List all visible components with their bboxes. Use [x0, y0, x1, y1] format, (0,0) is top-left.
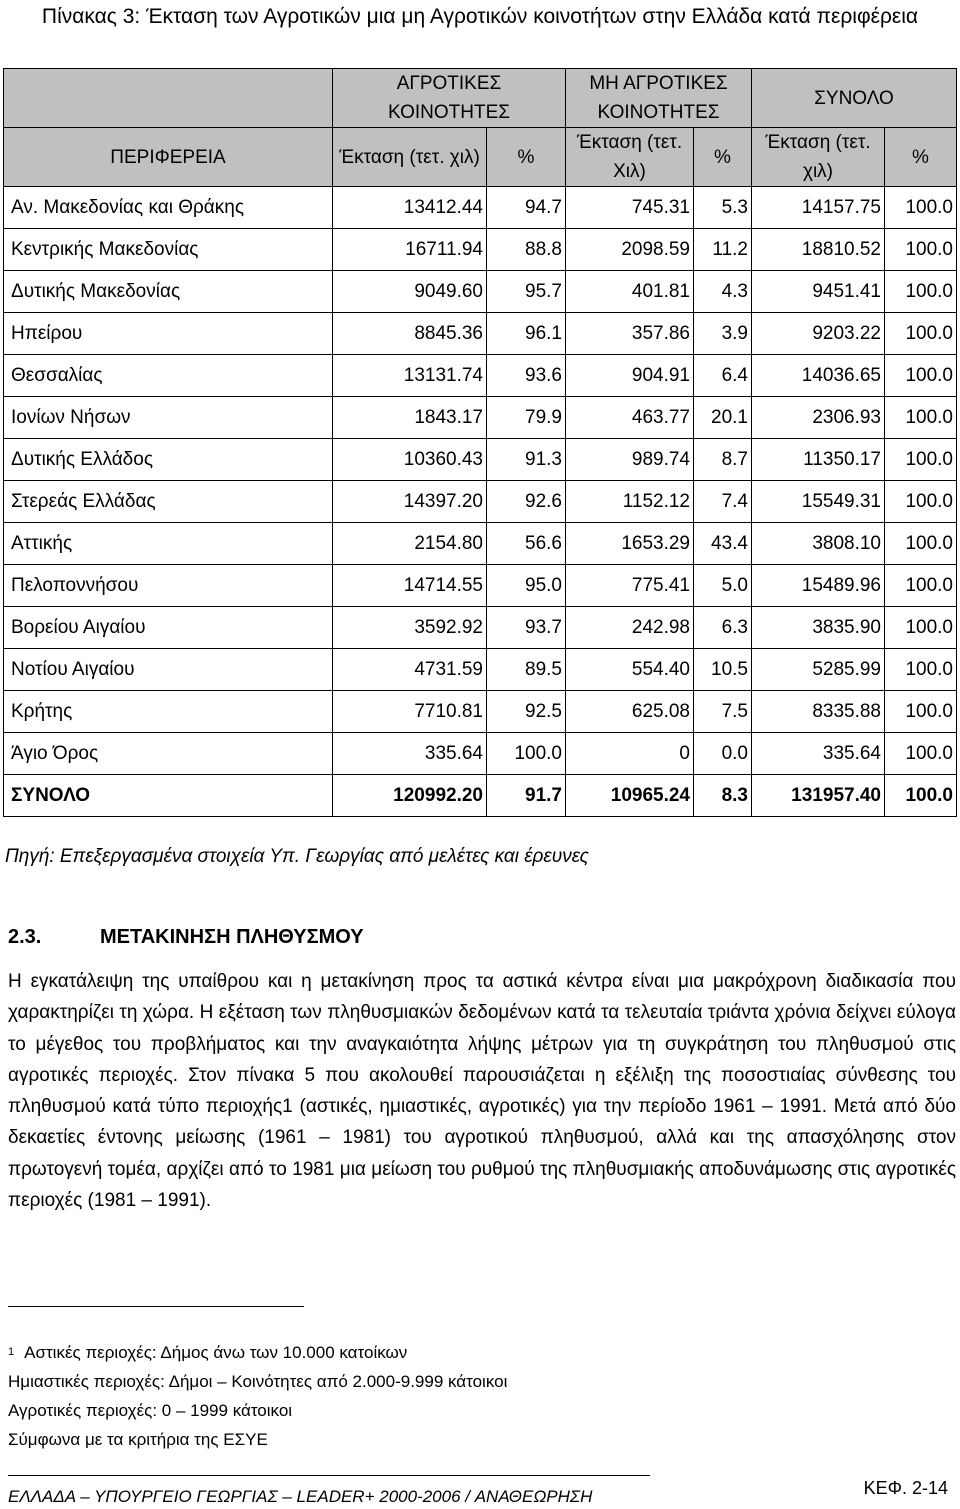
- header-non-agricultural: ΜΗ ΑΓΡΟΤΙΚΕΣ ΚΟΙΝΟΤΗΤΕΣ: [566, 69, 752, 128]
- value-cell: 100.0: [885, 523, 957, 565]
- value-cell: 3.9: [694, 313, 752, 355]
- region-area-table: [3, 68, 957, 817]
- page-title: Πίνακας 3: Έκταση των Αγροτικών μια μη Αγροτικών κοινοτήτων στην Ελλάδα κατά περιφέρεια: [41, 5, 919, 28]
- value-cell: 43.4: [694, 523, 752, 565]
- value-cell: 100.0: [885, 397, 957, 439]
- value-cell: 10965.24: [566, 775, 694, 817]
- value-cell: 14714.55: [333, 565, 487, 607]
- region-cell: Ηπείρου: [4, 313, 333, 355]
- value-cell: 56.6: [487, 523, 566, 565]
- value-cell: 92.6: [487, 481, 566, 523]
- footnote-line: Ημιαστικές περιοχές: Δήμοι – Κοινότητες από 2.000-9.999 κάτοικοι: [8, 1372, 508, 1391]
- value-cell: 6.4: [694, 355, 752, 397]
- footnote-text: Αστικές περιοχές: Δήμος άνω των 10.000 κατοίκων: [24, 1343, 408, 1362]
- table-row: [4, 271, 957, 313]
- value-cell: 15489.96: [752, 565, 885, 607]
- value-cell: 3835.90: [752, 607, 885, 649]
- footer-text: ΕΛΛΑΔΑ – ΥΠΟΥΡΓΕΙΟ ΓΕΩΡΓΙΑΣ – LEADER+ 2000-2006 / ΑΝΑΘΕΩΡΗΣΗ: [8, 1487, 593, 1506]
- paragraph-text-continued: (αστικές, ημιαστικές, αγροτικές) για την περίοδο 1961 – 1991. Μετά από δύο δεκαετίες έντονης μείωσης (1961 – 1981) του αγροτικού πληθυσμού, αλλά και της απασχόλησης στον πρωτογενή τομέα, αρχίζει από το 1981 μια μείωση του ρυθμού της πληθυσμιακής αποδυνάμωσης στις αγροτικές περιοχές (1981 – 1991).: [8, 1096, 956, 1212]
- value-cell: 2098.59: [566, 229, 694, 271]
- table-row: [4, 523, 957, 565]
- value-cell: 3592.92: [333, 607, 487, 649]
- table-row: [4, 649, 957, 691]
- value-cell: 13131.74: [333, 355, 487, 397]
- region-cell: ΣΥΝΟΛΟ: [4, 775, 333, 817]
- region-cell: Αν. Μακεδονίας και Θράκης: [4, 187, 333, 229]
- col-header-percent: %: [694, 128, 752, 187]
- value-cell: 11.2: [694, 229, 752, 271]
- region-cell: Θεσσαλίας: [4, 355, 333, 397]
- region-cell: Άγιο Όρος: [4, 733, 333, 775]
- table-row: [4, 355, 957, 397]
- value-cell: 554.40: [566, 649, 694, 691]
- value-cell: 92.5: [487, 691, 566, 733]
- header-agricultural: ΑΓΡΟΤΙΚΕΣ ΚΟΙΝΟΤΗΤΕΣ: [333, 69, 566, 128]
- value-cell: 8845.36: [333, 313, 487, 355]
- section-number: 2.3.: [8, 926, 42, 948]
- value-cell: 95.0: [487, 565, 566, 607]
- value-cell: 4731.59: [333, 649, 487, 691]
- value-cell: 88.8: [487, 229, 566, 271]
- value-cell: 96.1: [487, 313, 566, 355]
- region-cell: Πελοποννήσου: [4, 565, 333, 607]
- footnote-line: [8, 1338, 507, 1367]
- table-row: [4, 565, 957, 607]
- value-cell: 4.3: [694, 271, 752, 313]
- value-cell: 10.5: [694, 649, 752, 691]
- value-cell: 0: [566, 733, 694, 775]
- value-cell: 463.77: [566, 397, 694, 439]
- value-cell: 79.9: [487, 397, 566, 439]
- value-cell: 100.0: [885, 607, 957, 649]
- value-cell: 5285.99: [752, 649, 885, 691]
- value-cell: 94.7: [487, 187, 566, 229]
- value-cell: 401.81: [566, 271, 694, 313]
- footnote-line: Αγροτικές περιοχές: 0 – 1999 κάτοικοι: [8, 1401, 293, 1420]
- value-cell: 3808.10: [752, 523, 885, 565]
- value-cell: 100.0: [885, 271, 957, 313]
- table-column-header-row: [4, 128, 957, 187]
- value-cell: 11350.17: [752, 439, 885, 481]
- table-row: [4, 733, 957, 775]
- value-cell: 1152.12: [566, 481, 694, 523]
- value-cell: 100.0: [885, 481, 957, 523]
- value-cell: 6.3: [694, 607, 752, 649]
- value-cell: 2306.93: [752, 397, 885, 439]
- header-total: ΣΥΝΟΛΟ: [752, 69, 957, 128]
- table-row: [4, 691, 957, 733]
- value-cell: 7710.81: [333, 691, 487, 733]
- region-cell: Αττικής: [4, 523, 333, 565]
- body-paragraph: [8, 966, 956, 1216]
- value-cell: 15549.31: [752, 481, 885, 523]
- value-cell: 100.0: [885, 691, 957, 733]
- region-cell: Κρήτης: [4, 691, 333, 733]
- region-cell: Δυτικής Ελλάδος: [4, 439, 333, 481]
- value-cell: 100.0: [885, 187, 957, 229]
- table-row: [4, 313, 957, 355]
- col-header-percent: %: [487, 128, 566, 187]
- value-cell: 100.0: [885, 229, 957, 271]
- value-cell: 904.91: [566, 355, 694, 397]
- total-row: [4, 775, 957, 817]
- value-cell: 775.41: [566, 565, 694, 607]
- value-cell: 9451.41: [752, 271, 885, 313]
- value-cell: 0.0: [694, 733, 752, 775]
- footnotes: [8, 1338, 507, 1454]
- value-cell: 745.31: [566, 187, 694, 229]
- value-cell: 13412.44: [333, 187, 487, 229]
- table-row: [4, 229, 957, 271]
- region-cell: Κεντρικής Μακεδονίας: [4, 229, 333, 271]
- value-cell: 5.0: [694, 565, 752, 607]
- value-cell: 625.08: [566, 691, 694, 733]
- col-header-percent: %: [885, 128, 957, 187]
- value-cell: 9203.22: [752, 313, 885, 355]
- value-cell: 335.64: [333, 733, 487, 775]
- value-cell: 91.3: [487, 439, 566, 481]
- section-heading: [8, 926, 364, 949]
- value-cell: 357.86: [566, 313, 694, 355]
- table-row: [4, 439, 957, 481]
- value-cell: 93.7: [487, 607, 566, 649]
- value-cell: 131957.40: [752, 775, 885, 817]
- table-row: [4, 607, 957, 649]
- region-cell: Ιονίων Νήσων: [4, 397, 333, 439]
- value-cell: 242.98: [566, 607, 694, 649]
- table-row: [4, 397, 957, 439]
- value-cell: 8.7: [694, 439, 752, 481]
- value-cell: 14157.75: [752, 187, 885, 229]
- value-cell: 1653.29: [566, 523, 694, 565]
- col-header-region: ΠΕΡΙΦΕΡΕΙΑ: [4, 128, 333, 187]
- value-cell: 100.0: [885, 775, 957, 817]
- value-cell: 100.0: [885, 565, 957, 607]
- col-header-area: Έκταση (τετ. χιλ): [333, 128, 487, 187]
- value-cell: 20.1: [694, 397, 752, 439]
- value-cell: 2154.80: [333, 523, 487, 565]
- value-cell: 100.0: [885, 313, 957, 355]
- region-cell: Δυτικής Μακεδονίας: [4, 271, 333, 313]
- table-row: [4, 187, 957, 229]
- value-cell: 100.0: [885, 355, 957, 397]
- value-cell: 9049.60: [333, 271, 487, 313]
- value-cell: 16711.94: [333, 229, 487, 271]
- col-header-area: Έκταση (τετ. χιλ): [752, 128, 885, 187]
- value-cell: 100.0: [487, 733, 566, 775]
- value-cell: 100.0: [885, 733, 957, 775]
- value-cell: 989.74: [566, 439, 694, 481]
- value-cell: 7.5: [694, 691, 752, 733]
- value-cell: 95.7: [487, 271, 566, 313]
- value-cell: 120992.20: [333, 775, 487, 817]
- region-cell: Βορείου Αιγαίου: [4, 607, 333, 649]
- table-row: [4, 481, 957, 523]
- page-number: ΚΕΦ. 2-14: [863, 1478, 948, 1498]
- footnote-divider: [8, 1306, 304, 1307]
- region-cell: Στερεάς Ελλάδας: [4, 481, 333, 523]
- value-cell: 89.5: [487, 649, 566, 691]
- footnote-line: Σύμφωνα με τα κριτήρια της ΕΣΥΕ: [8, 1430, 268, 1449]
- paragraph-text: Η εγκατάλειψη της υπαίθρου και η μετακίνηση προς τα αστικά κέντρα είναι μια μακρόχρονη διαδικασία που χαρακτηρίζει τη χώρα. Η εξέταση των πληθυσμιακών δεδομένων κατά τα τελευταία τριάντα χρόνια δείχνει εύλογα το μέγεθος του προβλήματος και την αναγκαιότητα λήψης μέτρων για τη συγκράτηση του πληθυσμού στις αγροτικές περιοχές. Στον πίνακα 5 που ακολουθεί παρουσιάζεται η εξέλιξη της ποσοστιαίας σύνθεσης του πληθυσμού κατά τύπο περιοχής: [8, 971, 956, 1118]
- footnote-marker: 1: [8, 1346, 15, 1358]
- value-cell: 100.0: [885, 439, 957, 481]
- col-header-area: Έκταση (τετ. Χιλ): [566, 128, 694, 187]
- value-cell: 14397.20: [333, 481, 487, 523]
- source-note: Πηγή: Επεξεργασμένα στοιχεία Υπ. Γεωργίας από μελέτες και έρευνες: [5, 846, 589, 867]
- value-cell: 14036.65: [752, 355, 885, 397]
- value-cell: 8335.88: [752, 691, 885, 733]
- section-title: ΜΕΤΑΚΙΝΗΣΗ ΠΛΗΘΥΣΜΟΥ: [100, 926, 364, 948]
- value-cell: 7.4: [694, 481, 752, 523]
- table-group-header-row: [4, 69, 957, 128]
- value-cell: 18810.52: [752, 229, 885, 271]
- value-cell: 91.7: [487, 775, 566, 817]
- value-cell: 93.6: [487, 355, 566, 397]
- value-cell: 1843.17: [333, 397, 487, 439]
- header-empty-cell: [4, 69, 333, 128]
- value-cell: 5.3: [694, 187, 752, 229]
- value-cell: 335.64: [752, 733, 885, 775]
- region-cell: Νοτίου Αιγαίου: [4, 649, 333, 691]
- value-cell: 100.0: [885, 649, 957, 691]
- value-cell: 8.3: [694, 775, 752, 817]
- footer-divider: [8, 1475, 650, 1476]
- value-cell: 10360.43: [333, 439, 487, 481]
- footnote-reference: 1: [282, 1096, 293, 1118]
